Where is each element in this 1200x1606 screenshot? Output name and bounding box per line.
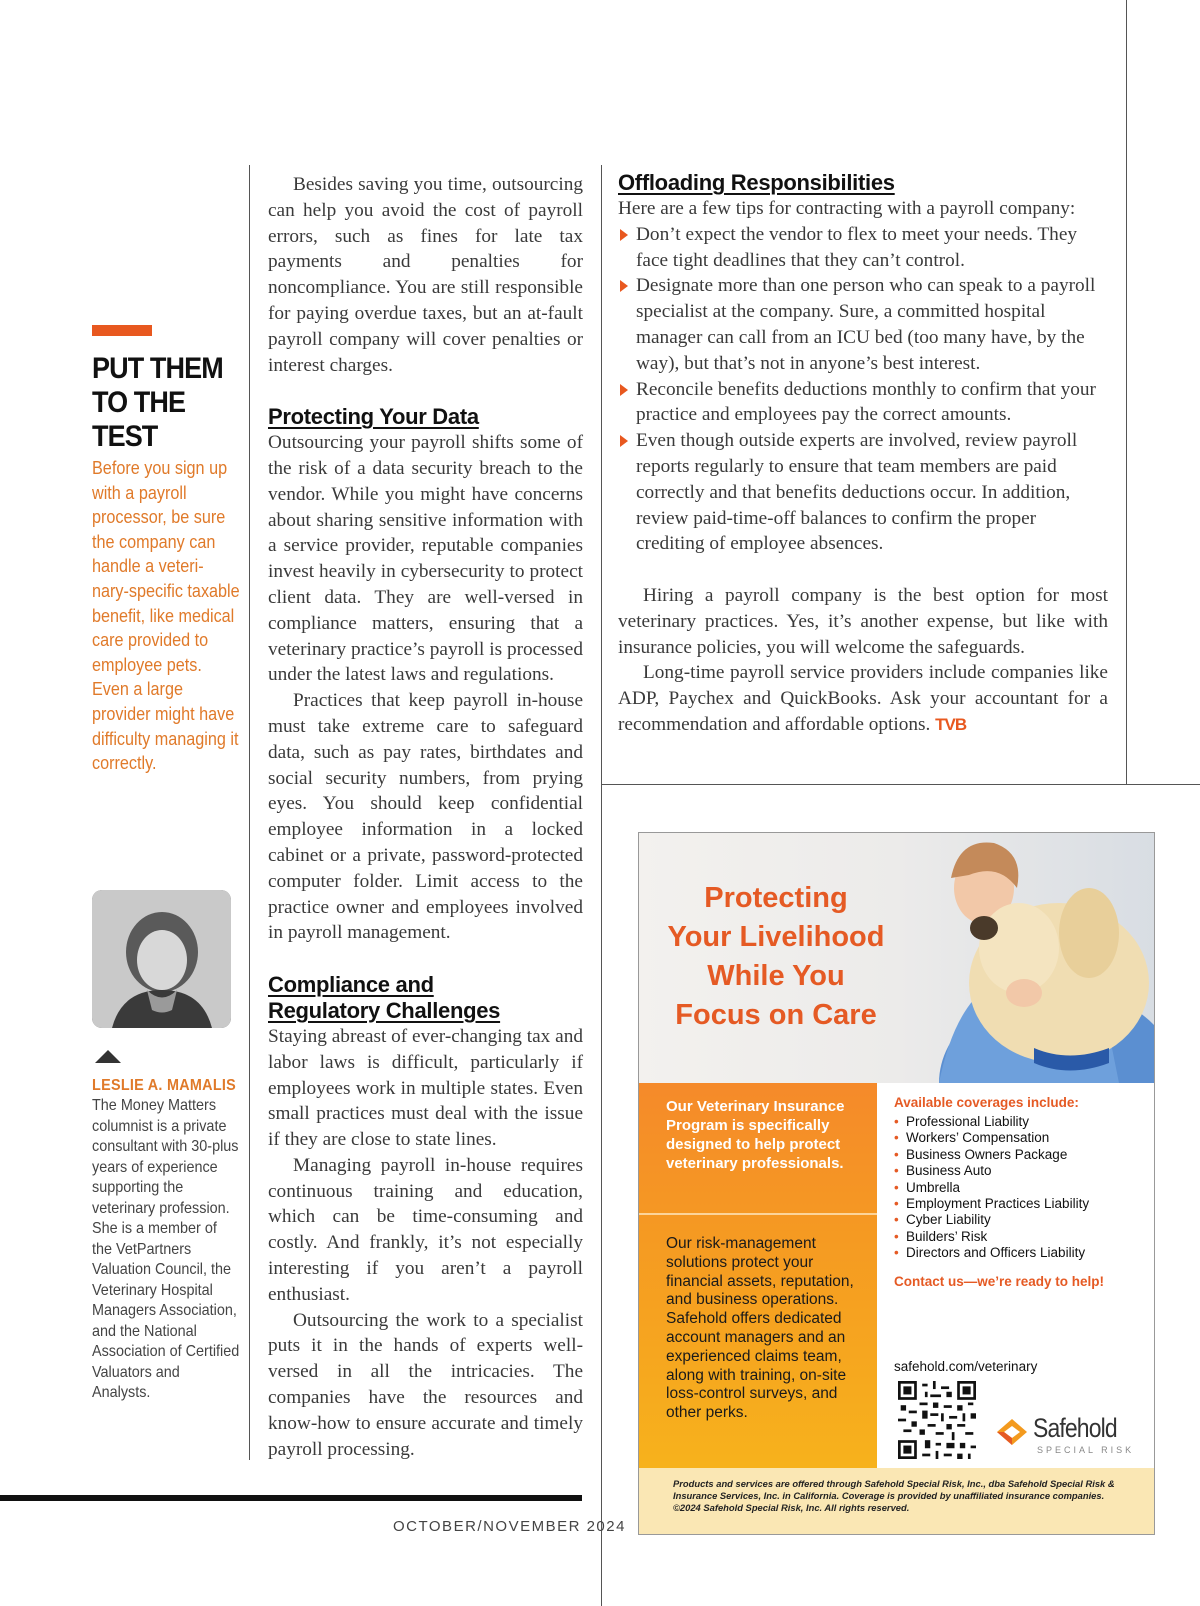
fine-print: Products and services are offered through Safehold Special Risk, Inc., dba Safehold Special Risk & Insurance Services, Inc. in California. Coverage is provided by unaffiliated insurance companies. ©2024 Safehold Special Risk, Inc. All rights reserved.	[673, 1478, 1115, 1513]
ad-headline: Protecting Your Livelihood While You Focus on Care	[667, 882, 885, 1031]
list-item: Don’t expect the vendor to flex to meet your needs. They face tight deadlines that they can’t control.	[618, 222, 1108, 274]
list-item: Reconcile benefits deductions monthly to confirm that your practice and employees pay the correct amounts.	[618, 377, 1108, 429]
list-item: • Professional Liability	[894, 1114, 1089, 1130]
paragraph: Here are a few tips for contracting with a payroll company:	[618, 198, 1076, 219]
article-column-2	[618, 170, 1108, 738]
paragraph: Staying abreast of ever-changing tax and labor laws is difficult, particularly if employees work in multiple states. Even small practices must deal with the issue if they are close to state lines.	[268, 1025, 583, 1151]
safehold-logo	[995, 1413, 1145, 1457]
callout-body: Before you sign up with a payroll processor, be sure the company can handle a veteri-nary-specific taxable benefit, like medical care provided to employee pets. Even a large provider might have difficulty managing it correctly.	[92, 458, 240, 774]
list-item: Designate more than one person who can speak to a payroll specialist at the company. Sure, a committed hospital manager can call from an ICU bed (too many have, by the way), but that’s not in anyone’s best interest.	[618, 273, 1108, 376]
paragraph: Long-time payroll service providers include companies like ADP, Paychex and QuickBooks. Ask your accountant for a recommendation and affordable options. TVB	[618, 662, 1108, 735]
tips-list	[618, 222, 1108, 557]
callout-title: PUT THEM TO THE TEST	[92, 352, 223, 453]
ad-left-panel	[639, 1083, 877, 1468]
coverages-list	[894, 1114, 1089, 1262]
tvb-end-mark-icon: TVB	[935, 714, 967, 734]
list-item: • Workers’ Compensation	[894, 1130, 1089, 1146]
heading-protecting-data: Protecting Your Data	[268, 404, 479, 430]
safehold-logo-icon	[995, 1417, 1029, 1447]
list-item: Even though outside experts are involved, review payroll reports regularly to ensure that team members are paid correctly and that benefits deductions occur. In addition, review paid-time-off balances to confirm the proper crediting of employee absences.	[618, 428, 1108, 557]
list-item: • Directors and Officers Liability	[894, 1245, 1089, 1261]
contact-cta[interactable]: Contact us—we’re ready to help!	[894, 1274, 1105, 1289]
sidebar-callout	[92, 325, 242, 776]
author-photo	[92, 890, 231, 1028]
logo-wordmark: Safehold	[1033, 1413, 1117, 1443]
list-item: • Employment Practices Liability	[894, 1196, 1089, 1212]
section-divider	[601, 784, 1200, 785]
ad-description: Our risk-management solutions protect your financial assets, reputation, and business operations. Safehold offers dedicated account managers and an experienced claims team, along with training, on-site loss-control surveys, and other perks.	[666, 1235, 854, 1422]
triangle-up-icon	[95, 1050, 121, 1063]
list-item: • Builders’ Risk	[894, 1229, 1089, 1245]
right-edge-line	[1126, 0, 1127, 785]
logo-subtitle: SPECIAL RISK	[1037, 1445, 1135, 1455]
coverages-title: Available coverages include:	[894, 1095, 1079, 1110]
footer-rule	[0, 1495, 582, 1501]
ad-right-panel	[877, 1083, 1155, 1468]
paragraph: Practices that keep payroll in-house must take extreme care to safeguard data, such as pay rates, birthdates and social security numbers, from prying eyes. You should keep confidential employee information in a locked cabinet or a private, password-protected computer folder. Limit access to the practice owner and employees involved in payroll management.	[268, 690, 583, 944]
ad-hero-image	[639, 833, 1155, 1083]
accent-bar	[92, 325, 152, 336]
article-column-1	[268, 172, 583, 1462]
paragraph: Outsourcing your payroll shifts some of the risk of a data security breach to the vendor. While you might have concerns about sharing sensitive information with a service provider, reputable companies invest heavily in cybersecurity to protect client data. They are well-versed in compliance matters, ensuring that a veterinary practice’s payroll is processed under the latest laws and regulations.	[268, 432, 583, 686]
list-item: • Business Owners Package	[894, 1147, 1089, 1163]
qr-code-icon[interactable]	[898, 1381, 976, 1459]
paragraph: Hiring a payroll company is the best option for most veterinary practices. Yes, it’s another expense, but like with insurance policies, you will welcome the safeguards.	[618, 584, 1108, 658]
heading-offloading: Offloading Responsibilities	[618, 170, 895, 195]
list-item: • Business Auto	[894, 1163, 1089, 1179]
safehold-advertisement[interactable]	[638, 832, 1155, 1535]
ad-url-link[interactable]: safehold.com/veterinary	[894, 1359, 1038, 1374]
ad-disclaimer	[639, 1468, 1155, 1535]
author-bio-text: The Money Matters columnist is a private consultant with 30-plus years of experience supporting the veterinary profession. She is a member of the VetPartners Valuation Council, the Veterinary Hospital Managers Association, and the National Association of Certified Valuators and Analysts.	[92, 1097, 240, 1401]
ad-intro-text: Our Veterinary Insurance Program is specifically designed to help protect veterinary professionals.	[666, 1098, 845, 1172]
author-bio	[92, 1076, 241, 1404]
issue-date: OCTOBER/NOVEMBER 2024	[393, 1518, 626, 1535]
heading-compliance: Compliance and Regulatory Challenges	[268, 971, 501, 1023]
sidebar-divider	[249, 165, 250, 1460]
author-name: LESLIE A. MAMALIS	[92, 1077, 237, 1094]
paragraph: Outsourcing the work to a specialist puts it in the hands of experts well-versed in all the intricacies. The companies have the resources and know-how to ensure accurate and timely payroll processing.	[268, 1309, 583, 1460]
ad-panel-divider	[639, 1213, 877, 1215]
list-item: • Cyber Liability	[894, 1212, 1089, 1228]
paragraph: Besides saving you time, outsourcing can help you avoid the cost of payroll errors, such as fines for late tax payments and penalties for noncompliance. You are still responsible for paying overdue taxes, but an at-fault payroll company will cover penalties or interest charges.	[268, 174, 583, 376]
list-item: • Umbrella	[894, 1180, 1089, 1196]
column-divider	[601, 165, 602, 1606]
paragraph: Managing payroll in-house requires continuous training and education, which can be time-consuming and costly. And frankly, it’s not especially interesting if you aren’t a payroll enthusiast.	[268, 1154, 583, 1305]
